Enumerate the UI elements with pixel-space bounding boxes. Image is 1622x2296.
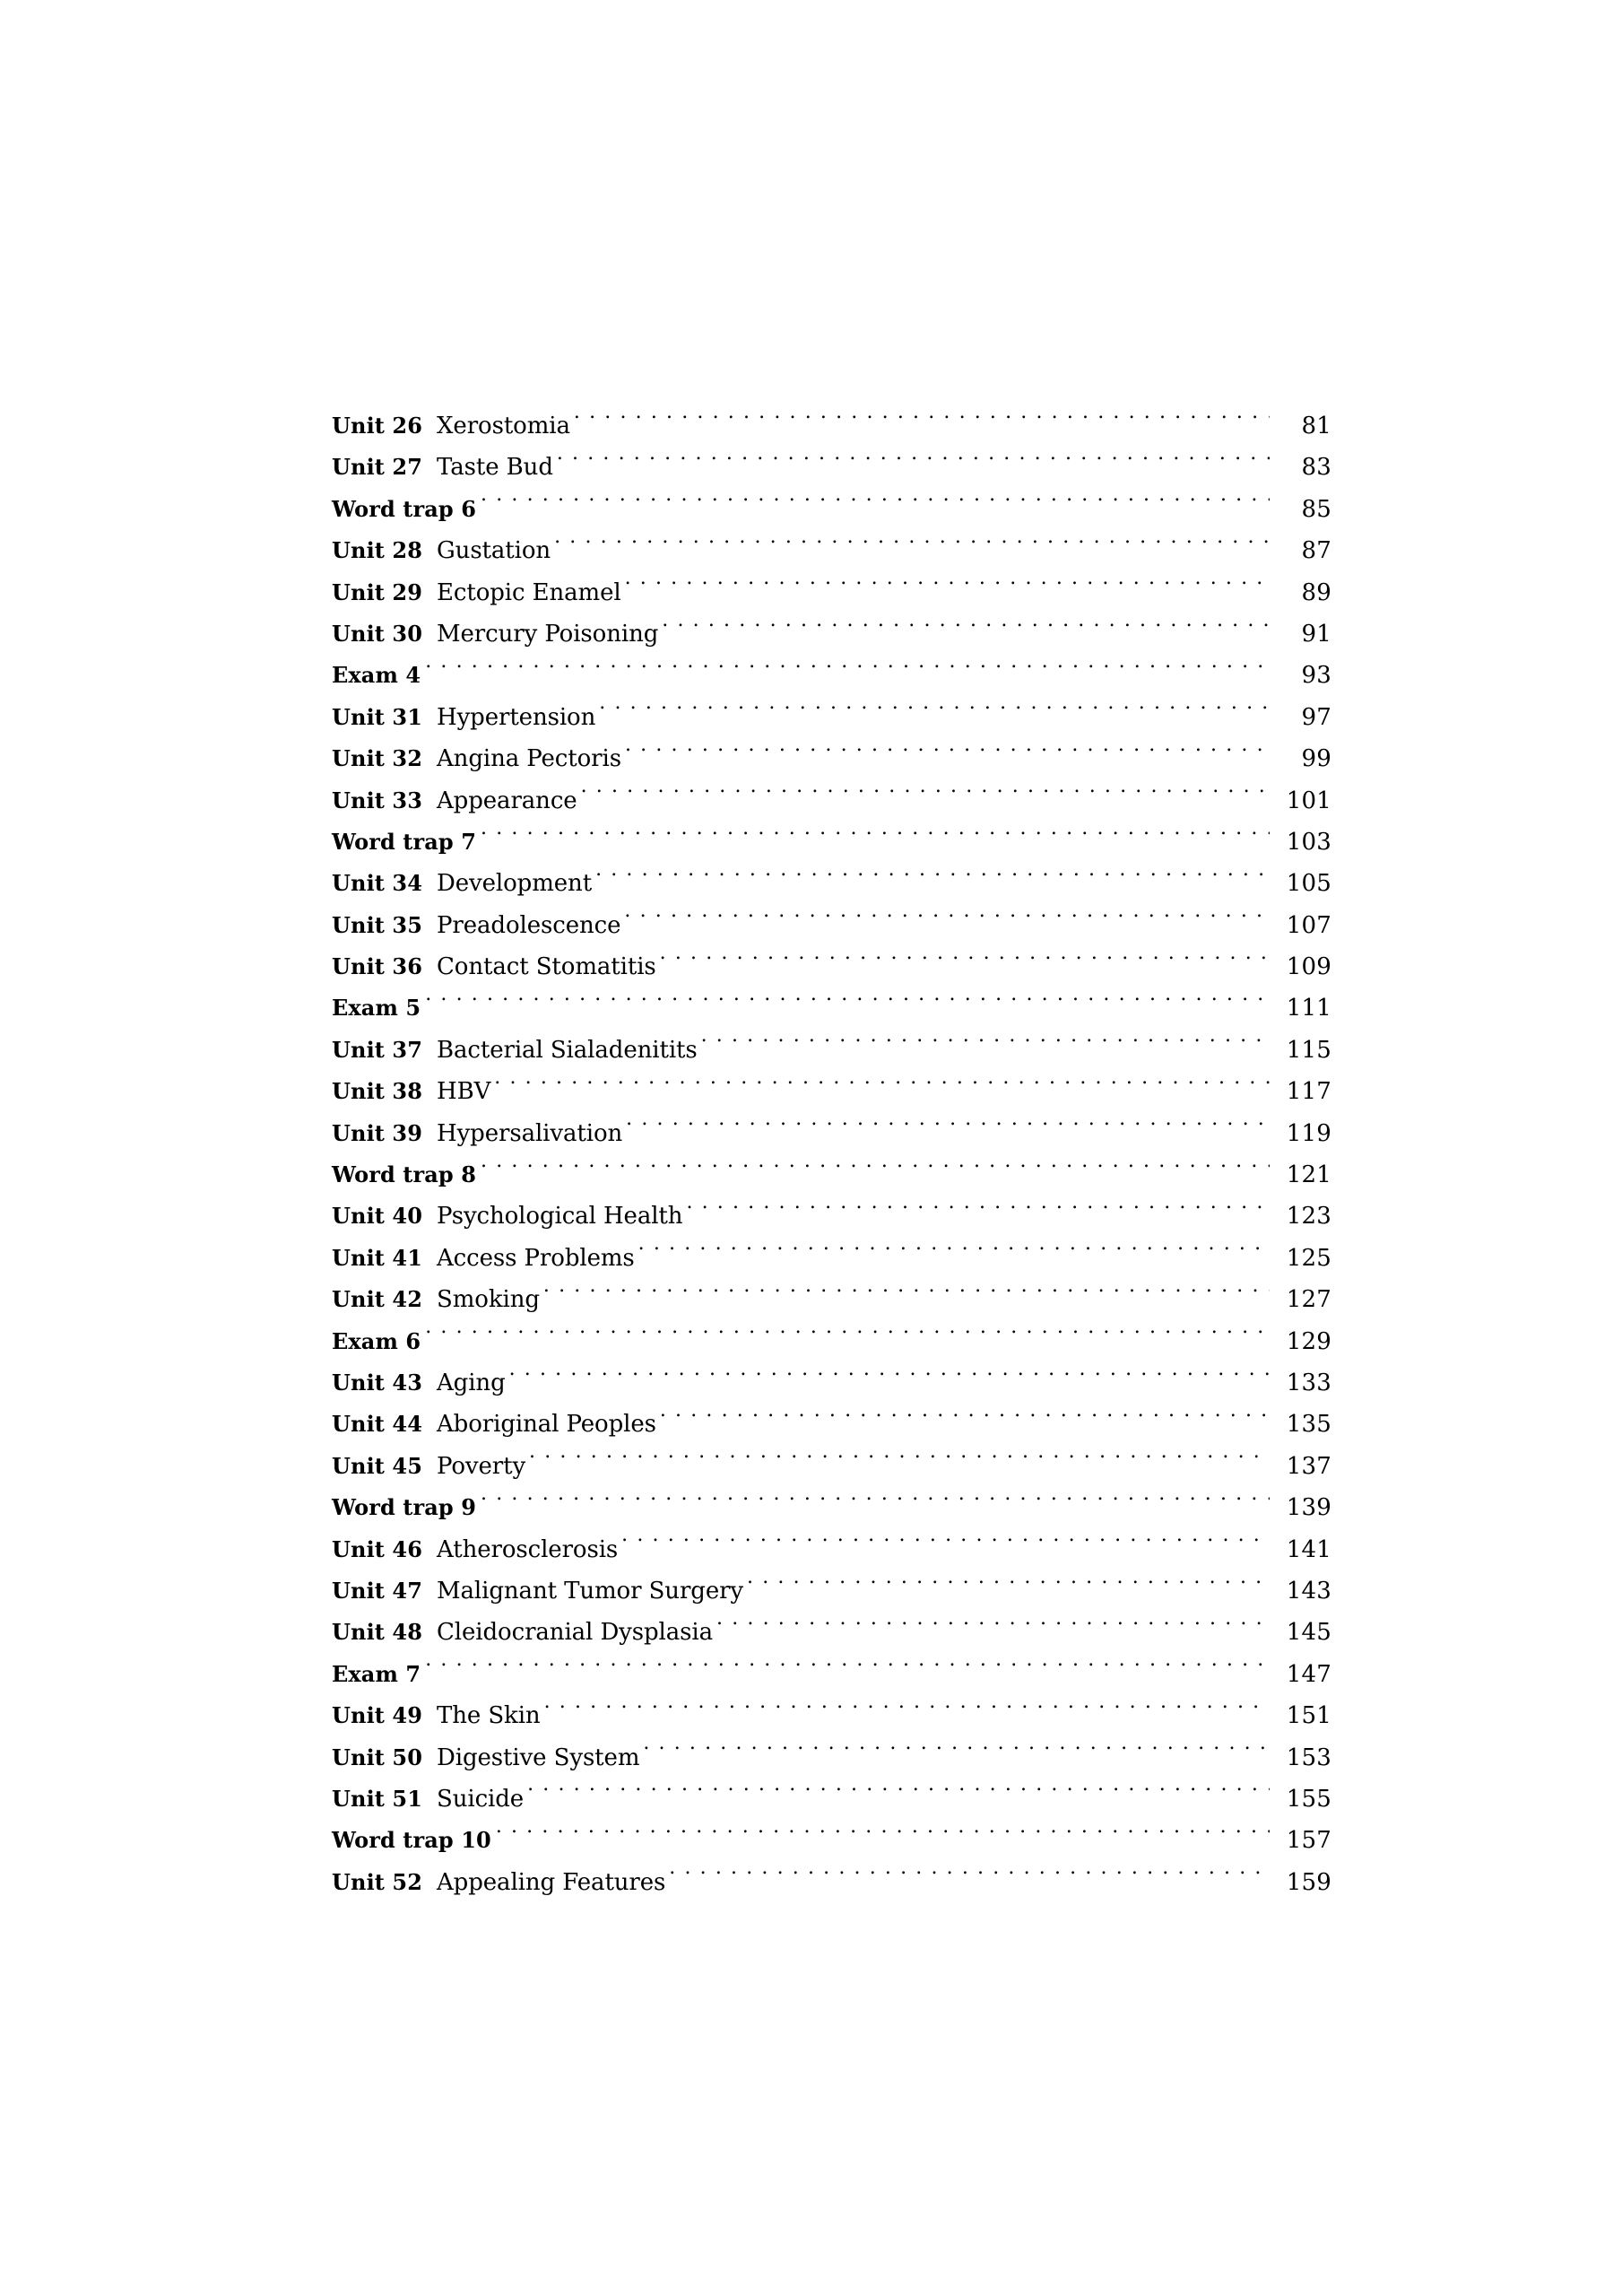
- toc-entry[interactable]: [332, 1487, 1331, 1528]
- toc-entry-title: Poverty: [437, 1452, 526, 1480]
- toc-entry-page-number: 139: [1286, 1494, 1331, 1522]
- toc-entry[interactable]: [332, 1404, 1331, 1445]
- toc-entry[interactable]: [332, 1362, 1331, 1404]
- toc-entry-page-number: 101: [1286, 787, 1331, 814]
- toc-entry-unit-label: Unit 36: [332, 953, 423, 980]
- toc-dot-leader: [554, 535, 1270, 558]
- toc-dot-leader: [660, 1409, 1270, 1431]
- toc-entry-title: Angina Pectoris: [437, 745, 621, 773]
- toc-entry-unit-label: Unit 41: [332, 1244, 423, 1271]
- toc-entry-page-number: 107: [1286, 911, 1331, 939]
- toc-entry-unit-label: Unit 46: [332, 1535, 423, 1562]
- toc-entry-unit-label: Unit 26: [332, 413, 423, 439]
- toc-entry[interactable]: [332, 530, 1331, 571]
- toc-entry-title: Psychological Health: [437, 1203, 683, 1231]
- toc-dot-leader: [574, 411, 1270, 433]
- toc-entry-page-number: 155: [1286, 1785, 1331, 1813]
- toc-entry-unit-label: Unit 44: [332, 1411, 423, 1438]
- toc-entry-title: Atherosclerosis: [437, 1535, 619, 1563]
- toc-entry-page-number: 105: [1286, 870, 1331, 898]
- toc-entry-page-number: 91: [1301, 620, 1331, 648]
- toc-entry-unit-label: Unit 50: [332, 1744, 423, 1770]
- toc-entry[interactable]: [332, 655, 1331, 696]
- toc-dot-leader: [481, 827, 1270, 849]
- toc-entry-page-number: 93: [1301, 662, 1331, 690]
- toc-entry-page-number: 111: [1286, 995, 1331, 1022]
- toc-entry-title: Mercury Poisoning: [437, 620, 659, 648]
- toc-entry-unit-label: Unit 38: [332, 1078, 423, 1105]
- toc-entry-title: Taste Bud: [437, 454, 553, 482]
- toc-entry-page-number: 133: [1286, 1369, 1331, 1396]
- toc-entry[interactable]: [332, 738, 1331, 779]
- toc-entry[interactable]: [332, 1238, 1331, 1279]
- toc-dot-leader: [716, 1617, 1270, 1639]
- toc-entry-page-number: 153: [1286, 1744, 1331, 1771]
- toc-entry-unit-label: Unit 40: [332, 1203, 423, 1230]
- toc-entry-unit-label: Unit 29: [332, 578, 423, 605]
- toc-entry[interactable]: [332, 1695, 1331, 1736]
- toc-entry[interactable]: [332, 1570, 1331, 1612]
- toc-entry[interactable]: [332, 1446, 1331, 1487]
- toc-entry-title: Xerostomia: [437, 413, 570, 439]
- toc-dot-leader: [496, 1825, 1270, 1848]
- toc-entry-page-number: 141: [1286, 1535, 1331, 1563]
- toc-entry[interactable]: [332, 405, 1331, 447]
- toc-entry-title: Appealing Features: [437, 1868, 666, 1896]
- toc-dot-leader: [662, 619, 1270, 641]
- toc-entry-page-number: 85: [1301, 495, 1331, 523]
- toc-entry-unit-label: Unit 33: [332, 787, 423, 813]
- toc-entry-unit-label: Unit 35: [332, 911, 423, 938]
- toc-entry-unit-label: Unit 30: [332, 620, 423, 647]
- toc-dot-leader: [595, 868, 1270, 891]
- toc-dot-leader: [581, 786, 1270, 808]
- toc-entry-title: Word trap 9: [332, 1494, 477, 1521]
- toc-entry-page-number: 157: [1286, 1827, 1331, 1855]
- toc-entry-unit-label: Unit 27: [332, 454, 423, 481]
- toc-entry-page-number: 147: [1286, 1660, 1331, 1688]
- toc-entry[interactable]: [332, 1321, 1331, 1362]
- toc-entry-page-number: 97: [1301, 703, 1331, 731]
- table-of-contents: [332, 405, 1331, 1903]
- toc-entry-unit-label: Unit 31: [332, 703, 423, 730]
- toc-entry-unit-label: Unit 47: [332, 1577, 423, 1604]
- toc-entry[interactable]: [332, 1737, 1331, 1779]
- toc-dot-leader: [599, 702, 1270, 725]
- toc-entry[interactable]: [332, 1654, 1331, 1695]
- toc-entry[interactable]: [332, 946, 1331, 987]
- toc-entry-page-number: 119: [1286, 1119, 1331, 1147]
- toc-entry-title: Development: [437, 870, 593, 898]
- toc-entry-unit-label: Unit 32: [332, 745, 423, 772]
- toc-entry-title: Aboriginal Peoples: [437, 1411, 656, 1439]
- toc-entry-page-number: 89: [1301, 578, 1331, 606]
- toc-entry-title: Exam 4: [332, 662, 421, 689]
- toc-entry-unit-label: Unit 34: [332, 870, 423, 897]
- toc-entry[interactable]: [332, 1529, 1331, 1570]
- toc-dot-leader: [624, 910, 1270, 933]
- toc-entry-page-number: 99: [1301, 745, 1331, 773]
- toc-dot-leader: [557, 452, 1270, 474]
- toc-entry-page-number: 143: [1286, 1577, 1331, 1605]
- toc-dot-leader: [425, 993, 1270, 1015]
- toc-dot-leader: [425, 1659, 1270, 1682]
- toc-entry[interactable]: [332, 780, 1331, 822]
- toc-entry[interactable]: [332, 1279, 1331, 1320]
- toc-dot-leader: [625, 744, 1270, 766]
- toc-dot-leader: [701, 1035, 1270, 1057]
- toc-entry[interactable]: [332, 572, 1331, 613]
- toc-entry-unit-label: Unit 49: [332, 1702, 423, 1729]
- toc-entry-page-number: 109: [1286, 953, 1331, 981]
- toc-entry-title: Hypertension: [437, 703, 596, 731]
- toc-entry-page-number: 129: [1286, 1327, 1331, 1355]
- toc-entry[interactable]: [332, 1779, 1331, 1820]
- toc-dot-leader: [660, 952, 1270, 974]
- toc-entry-title: Word trap 7: [332, 828, 477, 855]
- toc-dot-leader: [481, 1160, 1270, 1182]
- toc-entry[interactable]: [332, 1071, 1331, 1112]
- toc-dot-leader: [625, 578, 1270, 600]
- toc-entry-page-number: 87: [1301, 537, 1331, 565]
- toc-dot-leader: [686, 1201, 1270, 1223]
- toc-dot-leader: [425, 660, 1270, 683]
- toc-entry-unit-label: Unit 39: [332, 1119, 423, 1146]
- toc-entry-title: Exam 5: [332, 995, 421, 1022]
- toc-entry-page-number: 117: [1286, 1078, 1331, 1106]
- toc-entry-title: Gustation: [437, 537, 551, 565]
- toc-entry[interactable]: [332, 1113, 1331, 1154]
- toc-entry-page-number: 121: [1286, 1161, 1331, 1189]
- toc-entry-title: Preadolescence: [437, 911, 621, 939]
- toc-entry-title: Digestive System: [437, 1744, 640, 1771]
- toc-dot-leader: [669, 1867, 1270, 1890]
- toc-dot-leader: [747, 1576, 1270, 1598]
- toc-entry-title: Word trap 6: [332, 495, 477, 522]
- toc-entry[interactable]: [332, 1196, 1331, 1237]
- toc-entry-unit-label: Unit 37: [332, 1036, 423, 1063]
- toc-entry[interactable]: [332, 863, 1331, 904]
- toc-entry-page-number: 123: [1286, 1203, 1331, 1231]
- toc-entry-unit-label: Unit 43: [332, 1369, 423, 1396]
- toc-entry-page-number: 145: [1286, 1619, 1331, 1647]
- toc-entry-title: Bacterial Sialadenitits: [437, 1036, 698, 1064]
- toc-entry-title: Word trap 10: [332, 1827, 491, 1854]
- toc-entry[interactable]: [332, 447, 1331, 488]
- toc-entry-title: Word trap 8: [332, 1161, 477, 1188]
- toc-entry-page-number: 159: [1286, 1868, 1331, 1896]
- toc-entry-title: Aging: [437, 1369, 506, 1396]
- toc-entry-title: Hypersalivation: [437, 1119, 623, 1147]
- toc-entry-title: Malignant Tumor Surgery: [437, 1577, 744, 1605]
- toc-entry[interactable]: [332, 987, 1331, 1029]
- toc-entry-title: Cleidocranial Dysplasia: [437, 1619, 714, 1647]
- toc-dot-leader: [643, 1743, 1270, 1765]
- toc-entry-title: Appearance: [437, 787, 577, 814]
- toc-entry-unit-label: Unit 51: [332, 1785, 423, 1812]
- toc-entry-page-number: 137: [1286, 1452, 1331, 1480]
- toc-entry-title: Exam 6: [332, 1327, 421, 1354]
- toc-entry[interactable]: [332, 1154, 1331, 1196]
- toc-entry-page-number: 103: [1286, 828, 1331, 856]
- toc-entry-page-number: 127: [1286, 1286, 1331, 1314]
- toc-entry-unit-label: Unit 45: [332, 1452, 423, 1479]
- toc-entry[interactable]: [332, 489, 1331, 530]
- toc-dot-leader: [544, 1700, 1270, 1723]
- toc-entry-title: Exam 7: [332, 1660, 421, 1687]
- toc-entry[interactable]: [332, 1030, 1331, 1071]
- toc-dot-leader: [529, 1451, 1270, 1474]
- toc-entry[interactable]: [332, 1820, 1331, 1861]
- toc-entry-page-number: 125: [1286, 1244, 1331, 1272]
- toc-entry-title: Access Problems: [437, 1244, 635, 1272]
- toc-dot-leader: [494, 1076, 1270, 1099]
- toc-dot-leader: [527, 1784, 1270, 1806]
- toc-entry-unit-label: Unit 28: [332, 537, 423, 564]
- toc-dot-leader: [626, 1118, 1270, 1141]
- toc-entry-page-number: 83: [1301, 454, 1331, 482]
- toc-entry-unit-label: Unit 48: [332, 1619, 423, 1646]
- toc-entry-unit-label: Unit 42: [332, 1286, 423, 1313]
- toc-entry-page-number: 135: [1286, 1411, 1331, 1439]
- toc-entry-title: The Skin: [437, 1702, 541, 1730]
- toc-entry[interactable]: [332, 1862, 1331, 1903]
- toc-entry[interactable]: [332, 905, 1331, 946]
- toc-dot-leader: [425, 1326, 1270, 1349]
- toc-entry-title: Ectopic Enamel: [437, 578, 621, 606]
- toc-entry-page-number: 81: [1301, 413, 1331, 439]
- toc-entry-unit-label: Unit 52: [332, 1868, 423, 1895]
- toc-dot-leader: [621, 1535, 1270, 1557]
- toc-entry-page-number: 115: [1286, 1036, 1331, 1064]
- toc-dot-leader: [481, 1492, 1270, 1515]
- toc-entry-page-number: 151: [1286, 1702, 1331, 1730]
- toc-entry[interactable]: [332, 1612, 1331, 1653]
- toc-dot-leader: [638, 1243, 1270, 1265]
- toc-entry[interactable]: [332, 697, 1331, 738]
- toc-entry[interactable]: [332, 822, 1331, 863]
- toc-dot-leader: [543, 1284, 1270, 1307]
- toc-dot-leader: [509, 1368, 1270, 1390]
- toc-entry-title: Contact Stomatitis: [437, 953, 656, 981]
- toc-entry[interactable]: [332, 613, 1331, 655]
- toc-entry-title: Smoking: [437, 1286, 540, 1314]
- toc-dot-leader: [481, 494, 1270, 517]
- toc-entry-title: Suicide: [437, 1785, 525, 1813]
- toc-entry-title: HBV: [437, 1078, 491, 1106]
